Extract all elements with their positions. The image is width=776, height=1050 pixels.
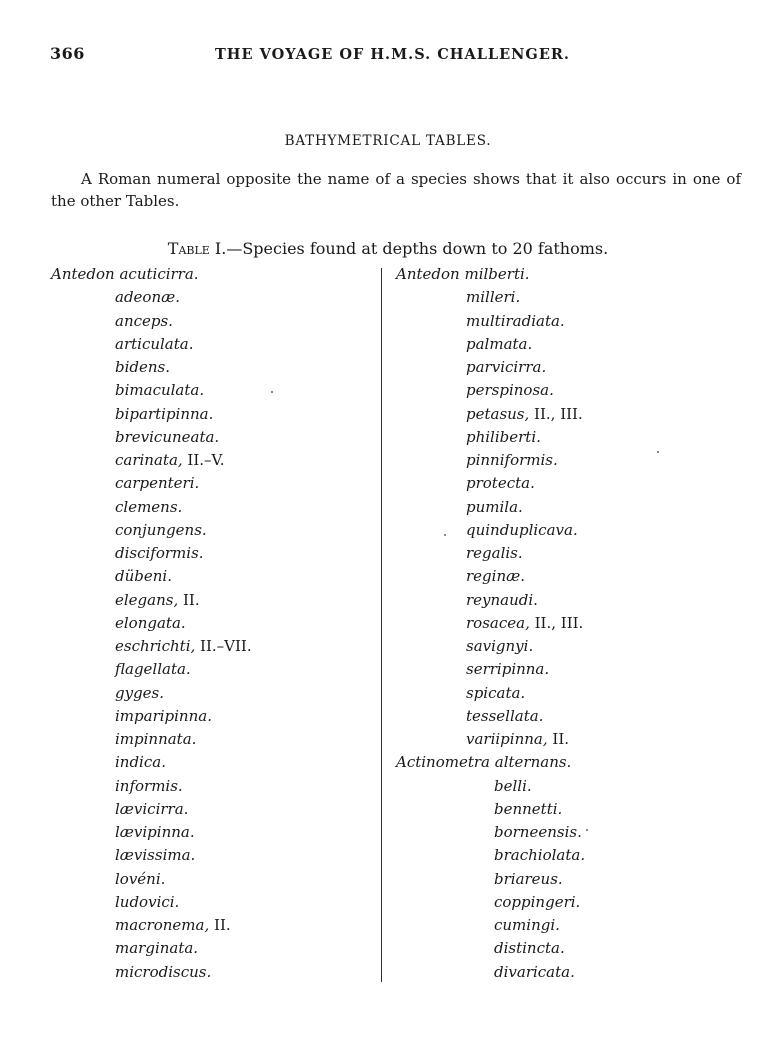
species-entry [51, 658, 371, 681]
species-entry [51, 728, 371, 751]
species-name: brachiolata. [494, 846, 586, 865]
species-name: imparipinna. [115, 706, 212, 725]
species-entry [51, 333, 371, 356]
species-entry [396, 310, 746, 333]
species-entry [396, 496, 746, 519]
species-name: brevicuneata. [115, 427, 220, 446]
species-entry [396, 286, 746, 309]
species-entry [396, 635, 746, 658]
species-entry [51, 937, 371, 960]
species-entry [51, 751, 371, 774]
species-name: coppingeri. [494, 892, 581, 911]
species-entry [51, 589, 371, 612]
species-entry [51, 612, 371, 635]
species-name: distincta. [494, 939, 565, 958]
species-name: regalis. [466, 544, 523, 562]
species-entry [396, 426, 746, 449]
species-name: lævicirra. [115, 799, 189, 818]
species-name: savignyi. [466, 637, 534, 655]
genus-name: Antedon [51, 265, 115, 283]
species-entry [51, 356, 371, 379]
species-name: rosacea, [466, 613, 530, 632]
species-name: belli. [494, 776, 532, 795]
species-name: philiberti. [466, 427, 541, 446]
species-entry [51, 844, 371, 867]
species-entry [396, 449, 746, 472]
species-entry [396, 379, 746, 402]
species-name: articulata. [115, 334, 194, 353]
species-name: cumingi. [494, 916, 560, 934]
species-entry [396, 868, 746, 891]
species-name: marginata. [115, 939, 199, 958]
species-name: milleri. [466, 288, 521, 307]
species-name: bimaculata. [115, 381, 205, 400]
species-entry [396, 751, 746, 774]
species-name: reginæ. [466, 567, 525, 586]
species-entry [396, 682, 746, 705]
species-name: acuticirra. [119, 265, 199, 283]
species-name: lævissima. [115, 846, 196, 865]
species-entry [396, 961, 746, 984]
print-speck [444, 534, 446, 536]
section-title: BATHYMETRICAL TABLES. [284, 133, 492, 149]
species-name: protecta. [466, 474, 535, 493]
species-entry [396, 798, 746, 821]
species-name: microdiscus. [115, 962, 212, 981]
species-entry [396, 589, 746, 612]
species-entry [396, 333, 746, 356]
species-name: bidens. [115, 358, 171, 376]
species-entry [51, 310, 371, 333]
species-name: indica. [115, 753, 166, 772]
species-name: carinata, [115, 451, 183, 469]
species-name: lovéni. [115, 869, 166, 888]
table-reference: II. [178, 590, 200, 609]
species-name: bipartipinna. [115, 404, 214, 423]
species-name: flagellata. [115, 660, 191, 679]
print-speck [586, 829, 588, 831]
running-head: THE VOYAGE OF H.M.S. CHALLENGER. [215, 46, 570, 63]
table-reference: II.–VII. [195, 637, 252, 655]
species-name: adeonæ. [115, 288, 180, 307]
species-entry [51, 472, 371, 495]
species-entry [396, 612, 746, 635]
species-name: elegans, [115, 590, 179, 609]
species-entry [396, 542, 746, 565]
species-entry [396, 775, 746, 798]
species-entry [51, 496, 371, 519]
species-entry [396, 565, 746, 588]
species-entry [396, 937, 746, 960]
species-entry [396, 658, 746, 681]
species-name: parvicirra. [466, 358, 547, 376]
species-entry [51, 635, 371, 658]
species-name: reynaudi. [466, 590, 538, 609]
species-entry [396, 356, 746, 379]
species-entry [396, 891, 746, 914]
species-entry [51, 542, 371, 565]
species-entry [396, 472, 746, 495]
species-entry [51, 403, 371, 426]
species-entry [396, 403, 746, 426]
species-entry [51, 426, 371, 449]
species-entry [51, 705, 371, 728]
species-name: alternans. [494, 753, 572, 772]
print-speck [271, 391, 273, 393]
species-name: multiradiata. [466, 311, 565, 330]
species-entry [396, 519, 746, 542]
table-caption [0, 239, 776, 258]
species-name: conjungens. [115, 520, 207, 539]
species-name: perspinosa. [466, 381, 554, 400]
species-name: ludovici. [115, 892, 180, 911]
species-entry [51, 775, 371, 798]
table-reference: II.–V. [182, 451, 225, 469]
species-name: tessellata. [466, 706, 544, 725]
species-name: lævipinna. [115, 823, 195, 841]
species-name: anceps. [115, 311, 173, 330]
species-entry [51, 682, 371, 705]
table-reference: II. [209, 916, 231, 934]
species-entry [51, 821, 371, 844]
table-reference: II. [547, 730, 570, 748]
species-name: petasus, [466, 404, 530, 423]
species-list-left [51, 263, 371, 984]
genus-name: Antedon [396, 265, 460, 283]
species-name: macronema, [115, 916, 210, 934]
species-name: borneensis. [494, 823, 582, 841]
species-entry [51, 519, 371, 542]
species-name: impinnata. [115, 730, 197, 748]
print-speck [657, 451, 659, 453]
species-entry [51, 961, 371, 984]
species-name: divaricata. [494, 962, 575, 981]
species-list-right [396, 263, 746, 984]
species-name: informis. [115, 776, 183, 795]
species-name: briareus. [494, 869, 563, 888]
table-reference: II., III. [529, 613, 584, 632]
species-entry [51, 379, 371, 402]
species-entry [51, 914, 371, 937]
species-name: dübeni. [115, 567, 172, 586]
species-name: gyges. [115, 683, 165, 702]
species-name: pumila. [466, 497, 523, 516]
table-caption-label: Table I. [167, 239, 227, 258]
table-reference: II., III. [529, 404, 583, 423]
species-name: pinniformis. [466, 451, 558, 469]
species-name: bennetti. [494, 799, 563, 818]
species-name: carpenteri. [115, 474, 200, 493]
species-entry [51, 868, 371, 891]
genus-name: Actinometra [396, 753, 490, 772]
species-name: disciformis. [115, 544, 204, 562]
species-entry [51, 891, 371, 914]
species-name: serripinna. [466, 660, 550, 679]
species-entry [51, 449, 371, 472]
species-name: variipinna, [466, 730, 548, 748]
species-name: spicata. [466, 683, 526, 702]
species-entry [396, 844, 746, 867]
column-divider [381, 268, 382, 982]
species-entry [396, 705, 746, 728]
species-name: eschrichti, [115, 637, 196, 655]
species-name: elongata. [115, 613, 186, 632]
species-name: clemens. [115, 497, 183, 516]
species-entry [51, 565, 371, 588]
species-entry [51, 263, 371, 286]
species-entry [396, 821, 746, 844]
species-entry [396, 263, 746, 286]
page-number: 366 [50, 44, 85, 63]
species-name: milberti. [464, 265, 530, 283]
species-entry [51, 286, 371, 309]
species-entry [396, 914, 746, 937]
species-name: quinduplicava. [466, 520, 578, 539]
species-entry [51, 798, 371, 821]
species-name: palmata. [466, 334, 533, 353]
table-caption-text: —Species found at depths down to 20 fathoms. [226, 239, 609, 258]
intro-paragraph: A Roman numeral opposite the name of a species shows that it also occurs in one of the other Tables. [51, 170, 741, 210]
species-entry [396, 728, 746, 751]
